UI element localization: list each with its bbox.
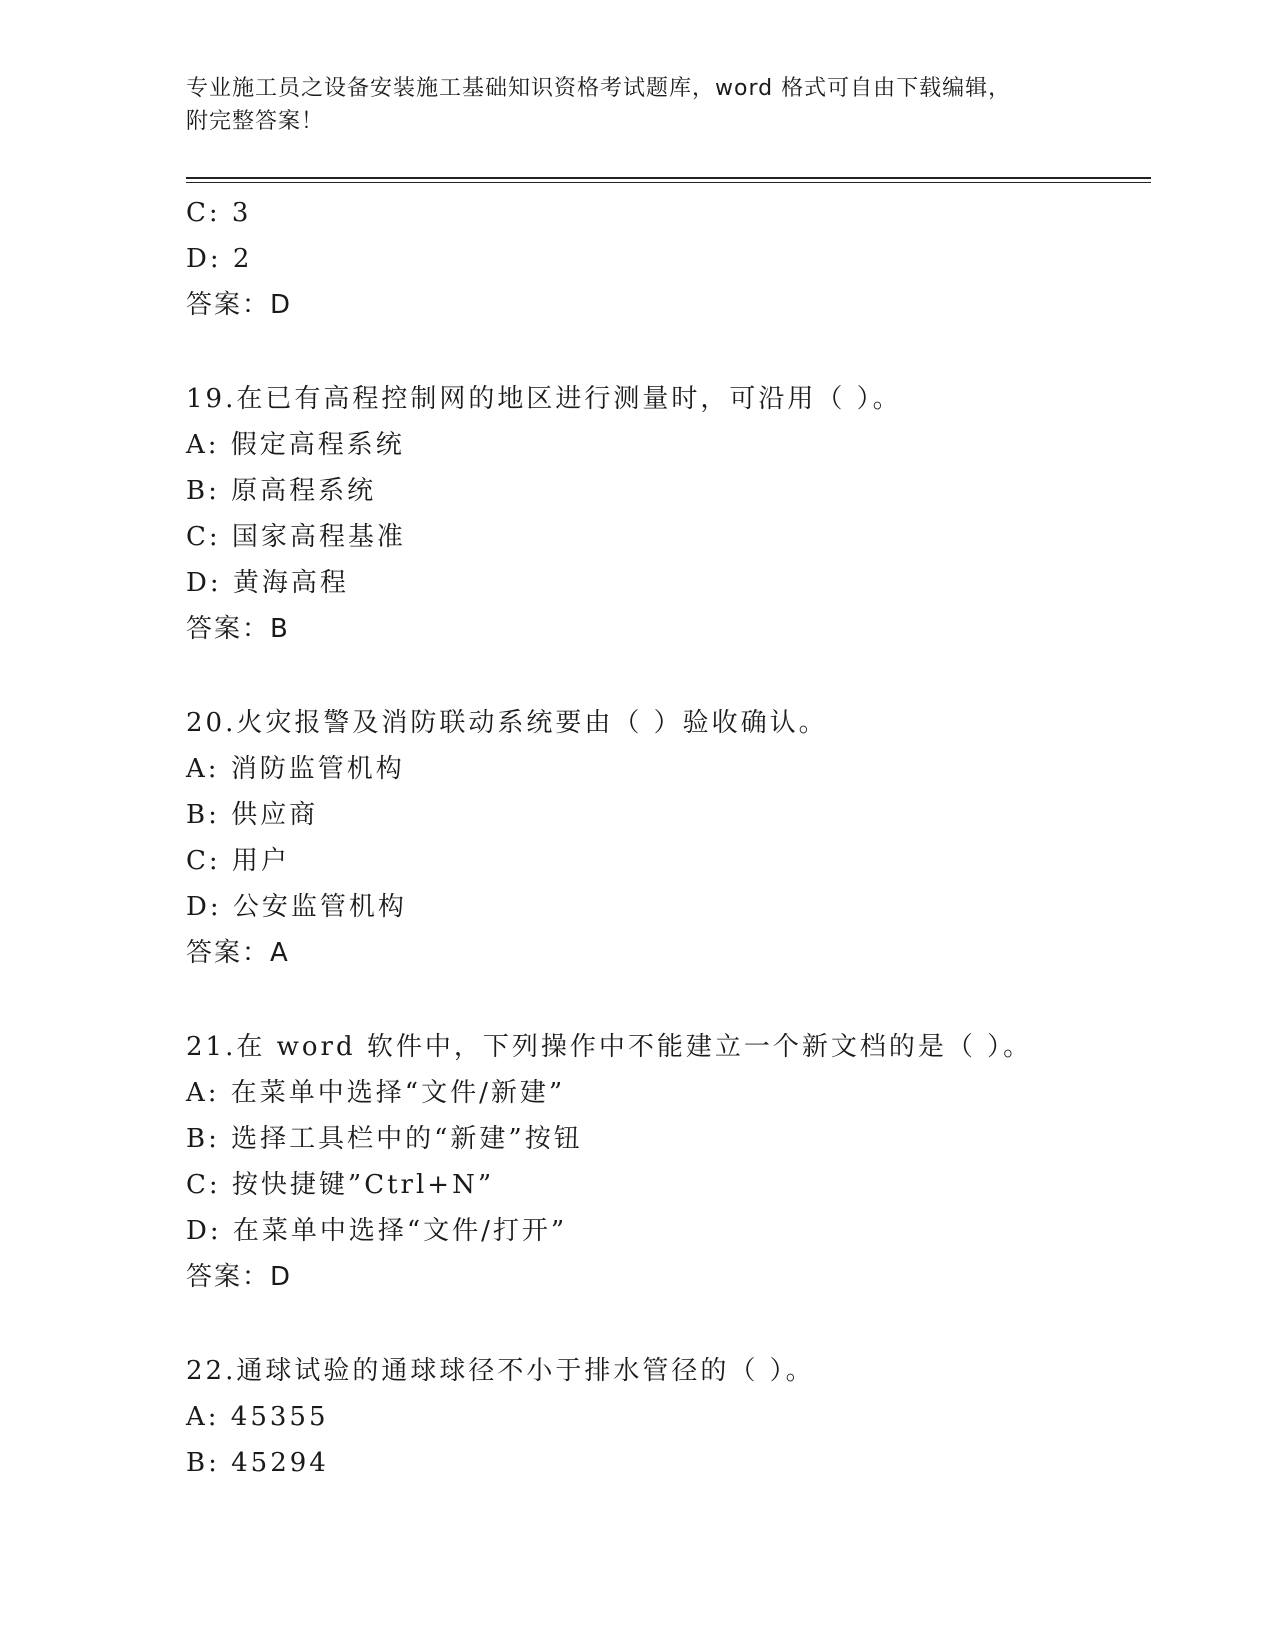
option-b: B: 原高程系统 bbox=[186, 476, 377, 506]
question-stem: 21.在 word 软件中，下列操作中不能建立一个新文档的是（ ）。 bbox=[186, 1032, 1033, 1062]
option-d: D: 2 bbox=[186, 244, 253, 274]
header-rule-thick bbox=[186, 177, 1151, 179]
option-a: A: 45355 bbox=[186, 1402, 329, 1432]
option-b: B: 供应商 bbox=[186, 800, 319, 830]
option-c: C: 用户 bbox=[186, 846, 290, 876]
document-header bbox=[186, 72, 1066, 138]
option-d: D: 公安监管机构 bbox=[186, 892, 407, 922]
question-stem: 22.通球试验的通球球径不小于排水管径的（ ）。 bbox=[186, 1356, 815, 1386]
option-d: D: 在菜单中选择“文件/打开” bbox=[186, 1216, 568, 1246]
partial-question bbox=[186, 190, 1151, 328]
option-c: C: 3 bbox=[186, 198, 252, 228]
option-c: C: 国家高程基准 bbox=[186, 522, 406, 552]
option-b: B: 选择工具栏中的“新建”按钮 bbox=[186, 1124, 583, 1154]
answer-line: 答案：D bbox=[186, 290, 293, 320]
question-stem: 19.在已有高程控制网的地区进行测量时，可沿用（ ）。 bbox=[186, 384, 902, 414]
question-19 bbox=[186, 376, 1151, 652]
question-20 bbox=[186, 700, 1151, 976]
option-a: A: 消防监管机构 bbox=[186, 754, 405, 784]
header-line-1: 专业施工员之设备安装施工基础知识资格考试题库，word 格式可自由下载编辑， bbox=[186, 76, 1012, 101]
option-d: D: 黄海高程 bbox=[186, 568, 349, 598]
option-a: A: 在菜单中选择“文件/新建” bbox=[186, 1078, 566, 1108]
answer-line: 答案：A bbox=[186, 938, 290, 968]
question-21 bbox=[186, 1024, 1151, 1300]
header-rule-thin bbox=[186, 182, 1151, 183]
question-content bbox=[186, 190, 1151, 1486]
option-a: A: 假定高程系统 bbox=[186, 430, 405, 460]
question-22 bbox=[186, 1348, 1151, 1486]
header-line-2: 附完整答案！ bbox=[186, 109, 325, 134]
answer-line: 答案：B bbox=[186, 614, 290, 644]
answer-line: 答案：D bbox=[186, 1262, 293, 1292]
option-c: C: 按快捷键”Ctrl+N” bbox=[186, 1170, 495, 1200]
option-b: B: 45294 bbox=[186, 1448, 329, 1478]
question-stem: 20.火灾报警及消防联动系统要由（ ）验收确认。 bbox=[186, 708, 828, 738]
